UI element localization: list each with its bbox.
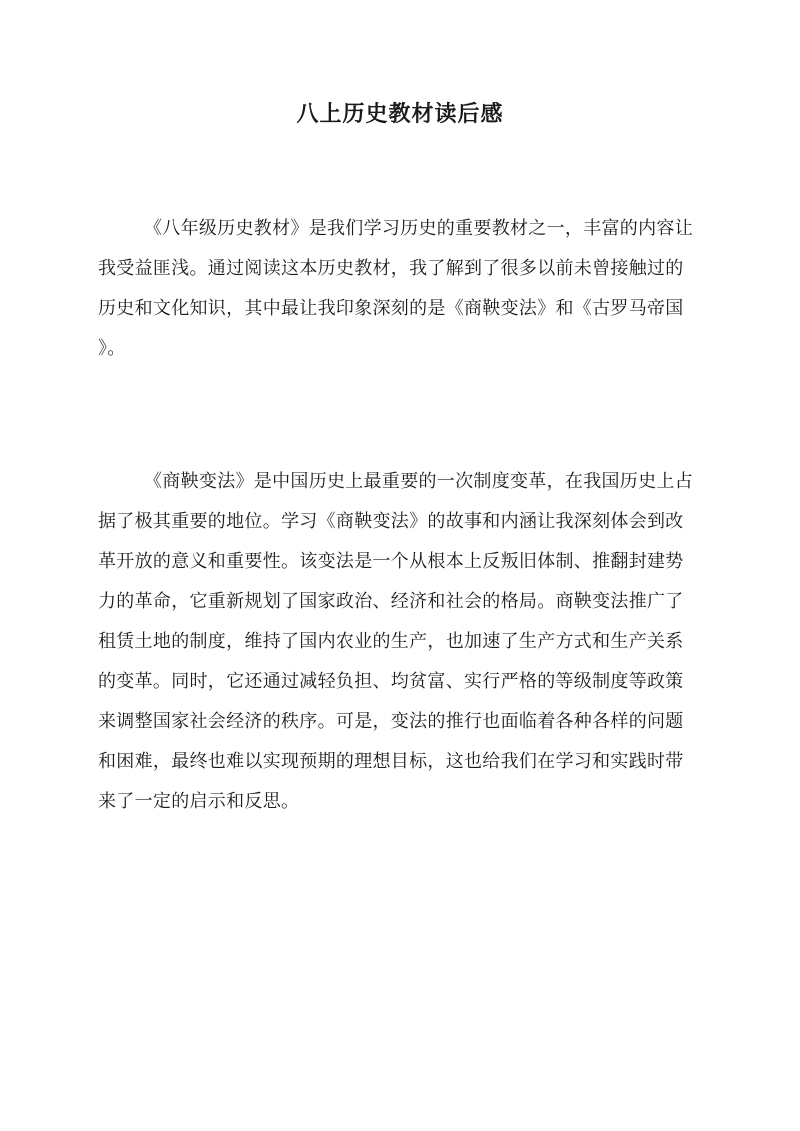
paragraph-line: 》。	[98, 338, 126, 359]
paragraph-line: 租赁土地的制度，维持了国内农业的生产，也加速了生产方式和生产关系	[98, 631, 684, 652]
paragraph-line: 来了一定的启示和反思。	[98, 791, 300, 812]
paragraph-line: 据了极其重要的地位。学习《商鞅变法》的故事和内涵让我深刻体会到改	[98, 511, 684, 532]
paragraph-line: 《商鞅变法》是中国历史上最重要的一次制度变革，在我国历史上占	[144, 471, 693, 492]
paragraph-line: 我受益匪浅。通过阅读这本历史教材，我了解到了很多以前未曾接触过的	[98, 258, 684, 279]
paragraph-line: 历史和文化知识，其中最让我印象深刻的是《商鞅变法》和《古罗马帝国	[98, 298, 684, 319]
paragraph-line: 《八年级历史教材》是我们学习历史的重要教材之一，丰富的内容让	[144, 218, 693, 239]
paragraph-line: 力的革命，它重新规划了国家政治、经济和社会的格局。商鞅变法推广了	[98, 591, 684, 612]
paragraph-line: 的变革。同时，它还通过减轻负担、均贫富、实行严格的等级制度等政策	[98, 671, 684, 692]
paragraph-line: 革开放的意义和重要性。该变法是一个从根本上反叛旧体制、推翻封建势	[98, 551, 684, 572]
paragraph-intro	[98, 209, 702, 369]
page-title: 八上历史教材读后感	[296, 101, 504, 127]
paragraph-line: 来调整国家社会经济的秩序。可是，变法的推行也面临着各种各样的问题	[98, 711, 684, 732]
paragraph-line: 和困难，最终也难以实现预期的理想目标，这也给我们在学习和实践时带	[98, 751, 684, 772]
paragraph-shang-yang-reform	[98, 462, 702, 822]
